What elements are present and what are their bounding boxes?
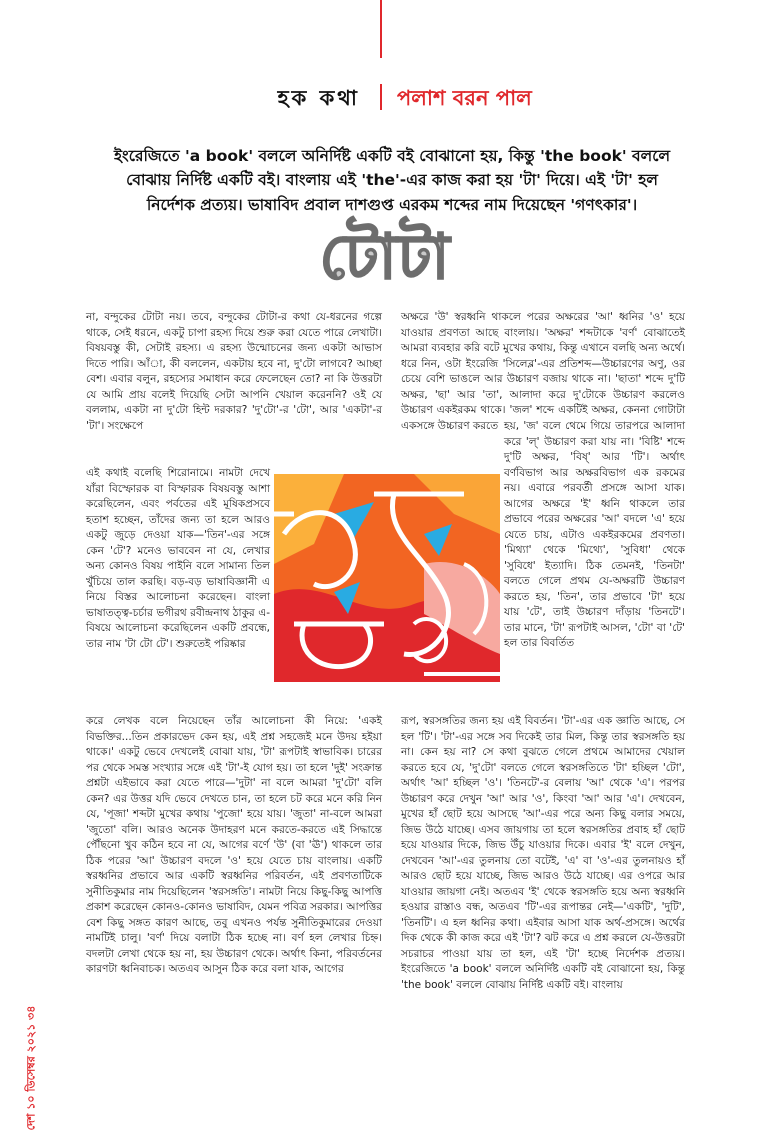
folio-text: দেশ ১০ ডিসেম্বর ২০২১ ৩৪	[24, 1005, 38, 1131]
body-right-narrow: হয়, 'জ' বলে থেমে গিয়ে তারপরে আলাদা করে 'ল্' উচ্চারণ করা যায় না। 'বিষ্টি' শব্দে দু'টি অক্ষর, 'বিষ্' আর 'টি'। অর্থাৎ বর্ণবিভাগ আর অক্ষরবিভাগ এক রকমের নয়। এবারে পরবর্তী প্রসঙ্গে আসা যাক। আগের অক্ষরে 'ই' ধ্বনি থাকলে তার প্রভাবে পরের অক্ষরের 'আ' বদলে 'এ' হয়ে যেতে চায়, এটাও একইরকমের প্রবণতা। 'মিথ্যা' থেকে 'মিথ্যে', 'সুবিধা' থেকে 'সুবিধে' ইত্যাদি। ঠিক তেমনই, 'তিনটা' বলতে গেলে প্রথম যে-অক্ষরটি উচ্চারণ করতে হয়, 'তিন', তার প্রভাবে 'টা' হয়ে যায় 'টে', তাই উচ্চারণ দাঁড়ায় 'তিনটে'। তার মানে, 'টা' রূপটাই আসল, 'টো' বা 'টে' হল তার বিবর্তিত	[504, 420, 685, 649]
column-name: হক কথা	[277, 86, 360, 110]
top-divider-rule	[380, 0, 382, 58]
author-name: পলাশ বরন পাল	[397, 86, 532, 110]
body-right-top: অক্ষরে 'উ' স্বরধ্বনি থাকলে পরের অক্ষরের 'আ' ধ্বনির 'ও' হয়ে যাওয়ার প্রবণতা আছে বাংলায়। 'অক্ষর' শব্দটাকে 'বর্ণ' বোঝাতেই আমরা ব্যবহার করি বটে মুখের কথায়, কিন্তু এখানে বলছি অন্য অর্থে। ধরে নিন, ওটা ইংরেজি 'সিলেব্ল'-এর প্রতিশব্দ—উচ্চারণের অণু, ওর চেয়ে বেশি ভাঙলে আর উচ্চারণ বজায় থাকে না। 'ছাতা' শব্দে দু'টি অক্ষর, 'ছা' আর 'তা', আলাদা করে দু'টোকে উচ্চারণ করলেও উচ্চারণ একইরকম থাকে। 'জল' শব্দে একটিই অক্ষর, কেননা গোটাটা একসঙ্গে উচ্চারণ করতে	[401, 311, 685, 432]
column-header	[0, 82, 770, 116]
body-left-top: না, বন্দুকের টোটা নয়। তবে, বন্দুকের টোটা-র কথা যে-ধরনের গল্পে থাকে, সেই ধরনে, একটু চাপা রহস্য দিয়ে শুরু করা যেতে পারে লেখাটা। বিষয়বস্তু কী, সেটাই রহস্য। এ রহস্য উন্মোচনের জন্য একটা আভাস দিতে পারি। আঁা, কী বললেন, একটায় হবে না, দু'টো লাগবে? আচ্ছা বেশ। এবার বলুন, রহস্যের সমাধান করে ফেলেছেন তো? না কি উত্তরটা যে আমি প্রায় বলেই দিয়েছি সেটা আপনি খেয়াল করেননি? ওই যে বললাম, একটা না দু'টো হিন্ট দরকার? 'দু'টো'-র 'টো', আর 'একটা'-র 'টা'। সংক্ষেপে	[86, 311, 382, 432]
letterform-artwork	[274, 474, 500, 682]
intro-standfirst: ইংরেজিতে 'a book' বললে অনির্দিষ্ট একটি বই বোঝানো হয়, কিন্তু 'the book' বললে বোঝায় নির্দিষ্ট একটি বই। বাংলায় এই 'the'-এর কাজ করা হয় 'টা' দিয়ে। এই 'টা' হল নির্দেশক প্রত্যয়। ভাষাবিদ প্রবাল দাশগুপ্ত এরকম শব্দের নাম দিয়েছেন 'গণৎকার'।	[113, 146, 671, 214]
body-right-bottom: রূপ, স্বরসঙ্গতির জন্য হয় এই বিবর্তন। 'টা'-এর এক জ্ঞাতি আছে, সে হল 'টি'। 'টা'-এর সঙ্গে সব দিকেই তার মিল, কিন্তু তার স্বরসঙ্গতি হয় না। কেন হয় না? সে কথা বুঝতে গেলে প্রথমে আমাদের খেয়াল করতে হবে যে, 'দু'টো' বলতে গেলে স্বরসঙ্গতিতে 'টা' হচ্ছিল 'টো', অর্থাৎ 'আ' হচ্ছিল 'ও'। 'তিনটে'-র বেলায় 'আ' থেকে 'এ'। পরপর উচ্চারণ করে দেখুন 'আ' আর 'ও', কিংবা 'আ' আর 'এ'। দেখবেন, মুখের হাঁ ছোট হয়ে আসছে 'আ'-এর পরে অন্য কিছু বলার সময়ে, জিভ উঠে যাচ্ছে। এসব জায়গায় তা হলে স্বরসঙ্গতির প্রবাহ হাঁ ছোট হয়ে যাওয়ার দিকে, জিভ উঁচু যাওয়ার দিকে। এবার 'ই' বলে দেখুন, দেখবেন 'আ'-এর তুলনায় তো বটেই, 'এ' বা 'ও'-এর তুলনায়ও হাঁ আরও ছোট হয়ে যাচ্ছে, জিভ আরও উঠে যাচ্ছে। এর ওপরে আর যাওয়ার জায়গা নেই। অতএব 'ই' থেকে স্বরসঙ্গতি হয়ে অন্য স্বরধ্বনি হওয়ার রাস্তাও বন্ধ, অতএব 'টি'-এর রূপান্তর নেই—'একটি', 'দুটি', 'তিনটি'। এ হল ধ্বনির কথা। এইবার আসা যাক অর্থ-প্রসঙ্গে। অর্থের দিক থেকে কী কাজ করে এই 'টা'? ঝট করে এ প্রশ্ন করলে যে-উত্তরটা সচরাচর পাওয়া যায় তা হল, এই 'টা' হচ্ছে নির্দেশক প্রত্যয়। ইংরেজিতে 'a book' বললে অনির্দিষ্ট একটি বই বোঝানো হয়, কিন্তু 'the book' বললে বোঝায় নির্দিষ্ট একটি বই। বাংলায়	[401, 715, 685, 991]
body-left-narrow: এই কথাই বলেছি শিরোনামে। নামটা দেখে যাঁরা বিস্ফোরক বা বিস্ফারক বিষয়বস্তু আশা করেছিলেন, এবং পর্বতের এই মূষিকপ্রসবে হতাশ হচ্ছেন, তাঁদের জন্য তা হলে আরও একটু জুড়ে দেওয়া যাক—'তিন'-এর সঙ্গে কেন 'টে'? মনেও ভাববেন না যে, লেখার অন্য কোনও বিষয় পাইনি বলে সামান্য তিল খুঁচিয়ে তাল করছি। বড়-বড় ভাষাবিজ্ঞানী এ নিয়ে বিস্তর আলোচনা করেছেন। বাংলা ভাষাতত্ত্ব-চর্চার ভগীরথ রবীন্দ্রনাথ ঠাকুর এ-বিষয়ে আলোচনা করেছিলেন একটি প্রবন্ধে, তার নাম 'টা টো টে'। শুরুতেই পরিষ্কার	[86, 467, 270, 650]
page-folio	[22, 1005, 42, 1131]
article-title: টোটা	[319, 220, 451, 293]
header-divider	[380, 84, 382, 110]
body-left-bottom: করে লেখক বলে নিয়েছেন তাঁর আলোচনা কী নিয়ে: 'একই বিভক্তির...তিন প্রকারভেদ কেন হয়, এই প্রশ্ন সহজেই মনে উদয় হইয়া থাকে।' একটু ভেবে দেখলেই বোঝা যায়, 'টা' রূপটাই স্বাভাবিক। চারের পর থেকে সমস্ত সংখ্যার সঙ্গে এই 'টা'-ই যোগ হয়। তা হলে 'দুই' সংক্রান্ত প্রশ্নটা এইভাবে করা যেতে পারে—'দুটা' না বলে আমরা 'দু'টো' বলি কেন? এর উত্তর যদি ভেবে দেখতে চান, তা হলে চট করে মনে করি নিন যে, 'পূজা' শব্দটা মুখের কথায় 'পুজো' হয়ে যায়। 'জুতা' না-বলে আমরা 'জুতো' বলি। আরও অনেক উদাহরণ মনে করতে-করতে এই সিদ্ধান্তে পৌঁছনো খুব কঠিন হবে না যে, আগের বর্ণে 'উ' (বা 'ঊ') থাকলে তার ঠিক পরের 'আ' উচ্চারণ বদলে 'ও' হয়ে যেতে চায় বাংলায়। একটি স্বরধ্বনির প্রভাবে আর একটি স্বরধ্বনির পরিবর্তন, এই প্রবণতাটিকে সুনীতিকুমার নাম দিয়েছিলেন 'স্বরসঙ্গতি'। নামটা নিয়ে কিছু-কিছু আপত্তি প্রকাশ করেছেন কোনও-কোনও ভাষাবিদ, যেমন পবিত্র সরকার। আপত্তির বেশ কিছু সঙ্গত কারণ আছে, তবু এখনও পর্যন্ত সুনীতিকুমারের দেওয়া নামটিই চালু। 'বর্ণ' দিয়ে বলাটা ঠিক হচ্ছে না। বর্ণ হল লেখার চিহ্ন। বদলটা লেখা থেকে হয় না, হয় উচ্চারণ থেকে। অর্থাৎ কিনা, পরিবর্তনের কারণটা ধ্বনিবাচক। অতএব আসুন ঠিক করে বলা যাক, আগের	[86, 715, 382, 975]
